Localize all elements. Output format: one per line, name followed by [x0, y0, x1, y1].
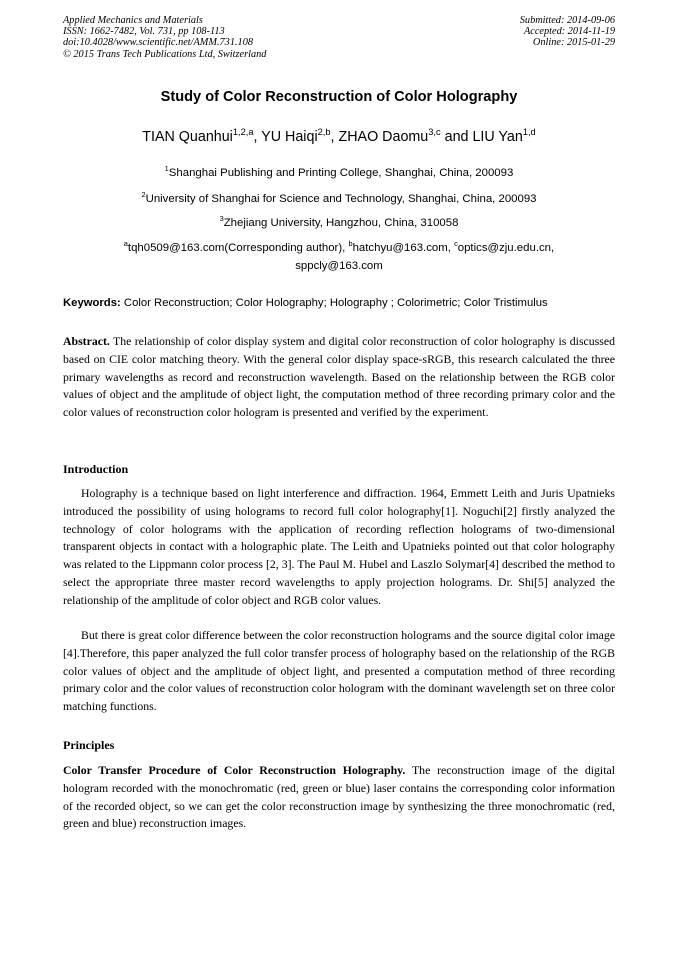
affiliation-1: $^1$Shanghai Publishing and Printing College, Shanghai, China, 200093 — [164, 164, 514, 179]
author-separator: , — [330, 129, 339, 145]
author-affiliation-sup: 3,c — [428, 127, 441, 138]
author-affiliation-sup: 1,2,a — [232, 127, 254, 138]
author-emails — [0, 239, 678, 275]
author-name: ZHAO Daomu — [338, 129, 429, 145]
email-d: sppcly@163.com — [295, 260, 383, 272]
abstract-label: Abstract. — [63, 334, 110, 348]
journal-issn: ISSN: 1662-7482, Vol. 731, pp 108-113 — [63, 26, 225, 38]
keywords — [63, 297, 615, 309]
keywords-text: Color Reconstruction; Color Holography; Holography ; Colorimetric; Color Tristimulus — [120, 297, 548, 309]
email-a: tqh0509@163.com(Corresponding author), — [127, 242, 349, 254]
email-c: optics@zju.edu.cn, — [457, 242, 555, 254]
author-list — [0, 129, 678, 145]
affiliation-3: $^3$Zhejiang University, Hangzhou, China, 310058 — [219, 214, 459, 229]
keywords-label: Keywords: — [63, 297, 121, 309]
journal-doi: doi:10.4028/www.scientific.net/AMM.731.108 — [63, 37, 253, 49]
paper-title: Study of Color Reconstruction of Color Holography — [160, 89, 518, 105]
author-separator: , — [253, 129, 262, 145]
principles-lead: Color Transfer Procedure of Color Reconstruction Holography. — [63, 763, 406, 777]
abstract — [63, 333, 615, 422]
principles-text: The reconstruction image of the digital hologram recorded with the monochromatic (red, green or blue) laser contains the corresponding color information of the recorded object, so we can get the color reconstruction image by synthesizing the three monochromatic (red, green and blue) reconstruction images. — [63, 763, 615, 831]
email-line-1: $^a$tqh0509@163.com(Corresponding author), $^b$hatchyu@163.com, $^c$optics@zju.edu.cn, — [123, 239, 555, 254]
author-name: LIU Yan — [472, 129, 523, 145]
journal-name: Applied Mechanics and Materials — [63, 15, 203, 26]
author-name: TIAN Quanhui — [142, 129, 233, 145]
author-separator: and — [440, 129, 473, 145]
author-name: YU Haiqi — [261, 129, 318, 145]
online-date: Online: 2015-01-29 — [532, 37, 615, 49]
author-affiliation-sup: 2,b — [317, 127, 331, 138]
principles-heading: Principles — [63, 738, 115, 752]
journal-copyright: © 2015 Trans Tech Publications Ltd, Switzerland — [63, 48, 267, 60]
email-b: hatchyu@163.com, — [352, 242, 455, 254]
journal-header — [63, 15, 266, 60]
introduction-paragraph-1: Holography is a technique based on light interference and diffraction. 1964, Emmett Leith and Juris Upatnieks introduced the possibility of using holograms to record full color holography[1]. Noguchi[2] firstly analyzed the technology of color holograms with the application of recording reflection holograms of two-dimensional transparent objects in contact with a holographic plate. The Leith and Upatnieks pointed out that color holography was related to the Lippmann color process [2, 3]. The Paul M. Hubel and Laszlo Solymar[4] described the method to select the appropriate three master record wavelengths to apply projection holograms. Dr. Shi[5] analyzed the relationship of the amplitude of color object and RGB color values. — [63, 486, 615, 607]
principles-paragraph — [63, 762, 615, 833]
author-affiliation-sup: 1,d — [522, 127, 536, 138]
accepted-date: Accepted: 2014-11-19 — [523, 26, 615, 38]
affiliation-2: $^2$University of Shanghai for Science and Technology, Shanghai, China, 200093 — [141, 190, 537, 205]
introduction-heading: Introduction — [63, 462, 129, 476]
submitted-date: Submitted: 2014-09-06 — [519, 15, 615, 26]
introduction-paragraph-2: But there is great color difference between the color reconstruction holograms and the source digital color image [4].Therefore, this paper analyzed the full color transfer process of holography based on the relationship of the RGB color values of object and the amplitude of object light, and presented a computation method of three recording primary color and the color values of reconstruction color hologram with the dominant wavelength set on three color matching functions. — [63, 628, 615, 714]
submission-dates — [520, 15, 615, 49]
abstract-text: The relationship of color display system and digital color reconstruction of color holography is discussed based on CIE color matching theory. With the general color display space-sRGB, this research calculated the three primary wavelengths as record and reconstruction wavelength. Based on the relationship between the RGB color values of object and the amplitude of object light, the computation method of three recording primary color and the color values of reconstruction color hologram is presented and verified by the experiment. — [63, 334, 615, 420]
